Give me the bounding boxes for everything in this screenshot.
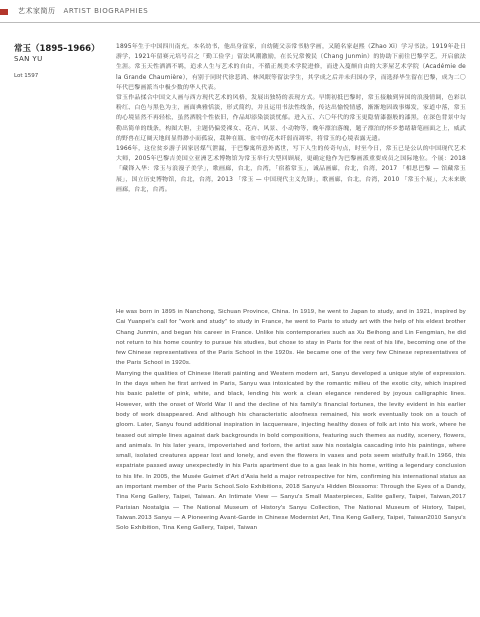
bio-cn-paragraph-1: 1895年生于中国四川南充，本名幼书，他出身富家，自幼随父亲常书舫学画，又随名家赵熙（Zhao Xi）学习书法。1919年赴日游学，1921年留赛元培号召之「勤工俭学」留法风潮激励，在长兄常俊民（Chang Junmin）的协助下前往巴黎学艺，开启旅法生涯。常玉天性洒洒不羁，追求人生与艺术的自由，不循正规美术学院进修，而进入蔓颇自由的大茅屋艺术学院（Académie de la Grande Chaumière），有别于同时代徐悲鸿、林风眠等留法学生，其学成之后并未归国办学，而选择毕生留在巴黎，成为二〇年代巴黎画派当中极少数的华人代表。 (116, 44, 466, 91)
bio-en-paragraph-2: Marrying the qualities of Chinese literati painting and Western modern art, Sanyu developed a unique style of expression. In the days when he first arrived in Paris, Sanyu was intoxicated by the romantic milieu of the exotic city, which inspired his basic palette of pink, white, and black, lending his work a clean elegance rendered by joyous calligraphic lines. However, with the onset of World War II and the decline of his family's financial fortunes, the levity evident in his earlier body of work disappeared. And although his characteristic aloofness remained, his work eventually took on a touch of gloom. Later, Sanyu found additional inspiration in lacquerware, injecting healthy doses of folk art into his work, where he teased out simple lines against dark backgrounds in bold compositions, featuring such themes as nudity, scenery, flowers, and animals. In his later years, impoverished and forlorn, the artist saw his nostalgia cascading into his paintings, where small, isolated creatures appear lost and lonely, and even the flowers in vases and pots seem wistfully frail.In 1966, this expatriate passed away unexpectedly in his Paris apartment due to a gas leak in his home, writing a legendary conclusion to his life. In 2005, the Musée Guimet d'Art d'Asia held a major retrospective for him, confirming his international status as an important member of the Paris School.Solo Exhibitions, 2018 Sanyu's Hidden Blossoms: Through the Eyes of a Dandy, Tina Keng Gallery, Taipei, Taiwan. An Intimate View — Sanyu's Small Masterpieces, Eslite gallery, Taipei, Taiwan,2017 Parisian Nostalgia — The National Museum of History's Sanyu Collection, The National Museum of History, Taipei, Taiwan.2013 Sanyu — A Pioneering Avant-Garde in Chinese Modernist Art, Tina Keng Gallery, Taipei, Taiwan2010 Sanyu's Solo Exhibition, Tina Keng Gallery, Taipei, Taiwan (116, 370, 466, 532)
lot-number: Lot 1597 (14, 73, 39, 79)
artist-name-cn: 常玉（1895–1966） (14, 44, 100, 54)
biography-english (116, 307, 466, 534)
bio-cn-paragraph-2: 常玉作品揉合中国文人画与西方现代艺术的风格，发展出独特的表现方式。早期初抵巴黎时，常玉接触到异国的浪漫情调，色彩以粉红、白色与黑色为主，画面典雅恬淡，形式简约，并且运用书法性线条，传达出愉悦情感，渐渐地因战事爆发，家道中落，常玉的心境显然不再轻松，虽然洒脱个性依旧，作品却添染淡淡忧郁。进入五、六〇年代的常玉更隐情漆器般的漆黑，在深色背景中勾勒出简单的线条，构图大胆，主题仍偏爱裸女、花卉、风景、小动物等，晚年漂泊落魄，题子漂泊的怀乡愁绪藉笔画面之上，威武的野兽在辽阔天地间显得渺小而孤寂，栽种在瓶、盆中的花木纤弱而凋零，将常玉的心境表露无遗。 (116, 95, 466, 142)
header-divider (0, 22, 480, 23)
bio-en-paragraph-1: He was born in 1895 in Nanchong, Sichuan Province, China. In 1919, he went to Japan to study, and in 1921, inspired by Cai Yuanpei's call for "work and study" to study in France, he went to Paris to study art with the help of his eldest brother Chang Junmin, and began his career in France. Unlike his contemporaries such as Xu Beihong and Lin Fengmian, he did not return to his home country to pursue his studies, but chose to stay in Paris for the rest of his life, becoming one of the few Chinese representatives of the Paris School in the 1920s. He became one of the very few Chinese representatives of the Paris School in 1920s. (116, 309, 466, 367)
artist-name-en: SAN YU (14, 55, 43, 63)
section-title (18, 6, 148, 16)
section-title-cn: 艺术家简历 (18, 7, 56, 15)
section-marker (0, 9, 8, 15)
page-header (0, 0, 480, 22)
biography-chinese (116, 42, 466, 195)
bio-cn-paragraph-3: 1966年，这位贫乡游子因家居煤气泄漏，于巴黎寓所意外离世，写下人生的传奇句点，时至今日，常玉已是公认的中国现代艺术大师，2005年巴黎吉美国立亚洲艺术博物馆为常玉举行大型回顾展，更确定他作为巴黎画派重要成员之国际地位。个展：2018 「藏锋入华：常玉与浪漫子美学」，歌画廊，台北，台湾，「宿蓄常玉」，诚品画廊，台北，台湾，2017 「相思巴黎 — 馆藏常玉展」，国立历史博物馆，台北，台湾，2013 「常玉 — 中国现代主义先锋」，歌画廊，台北，台湾，2010 「常玉个展」，大未来耿画廊，台北，台湾。 (116, 146, 466, 193)
section-title-en: ARTIST BIOGRAPHIES (63, 7, 149, 15)
